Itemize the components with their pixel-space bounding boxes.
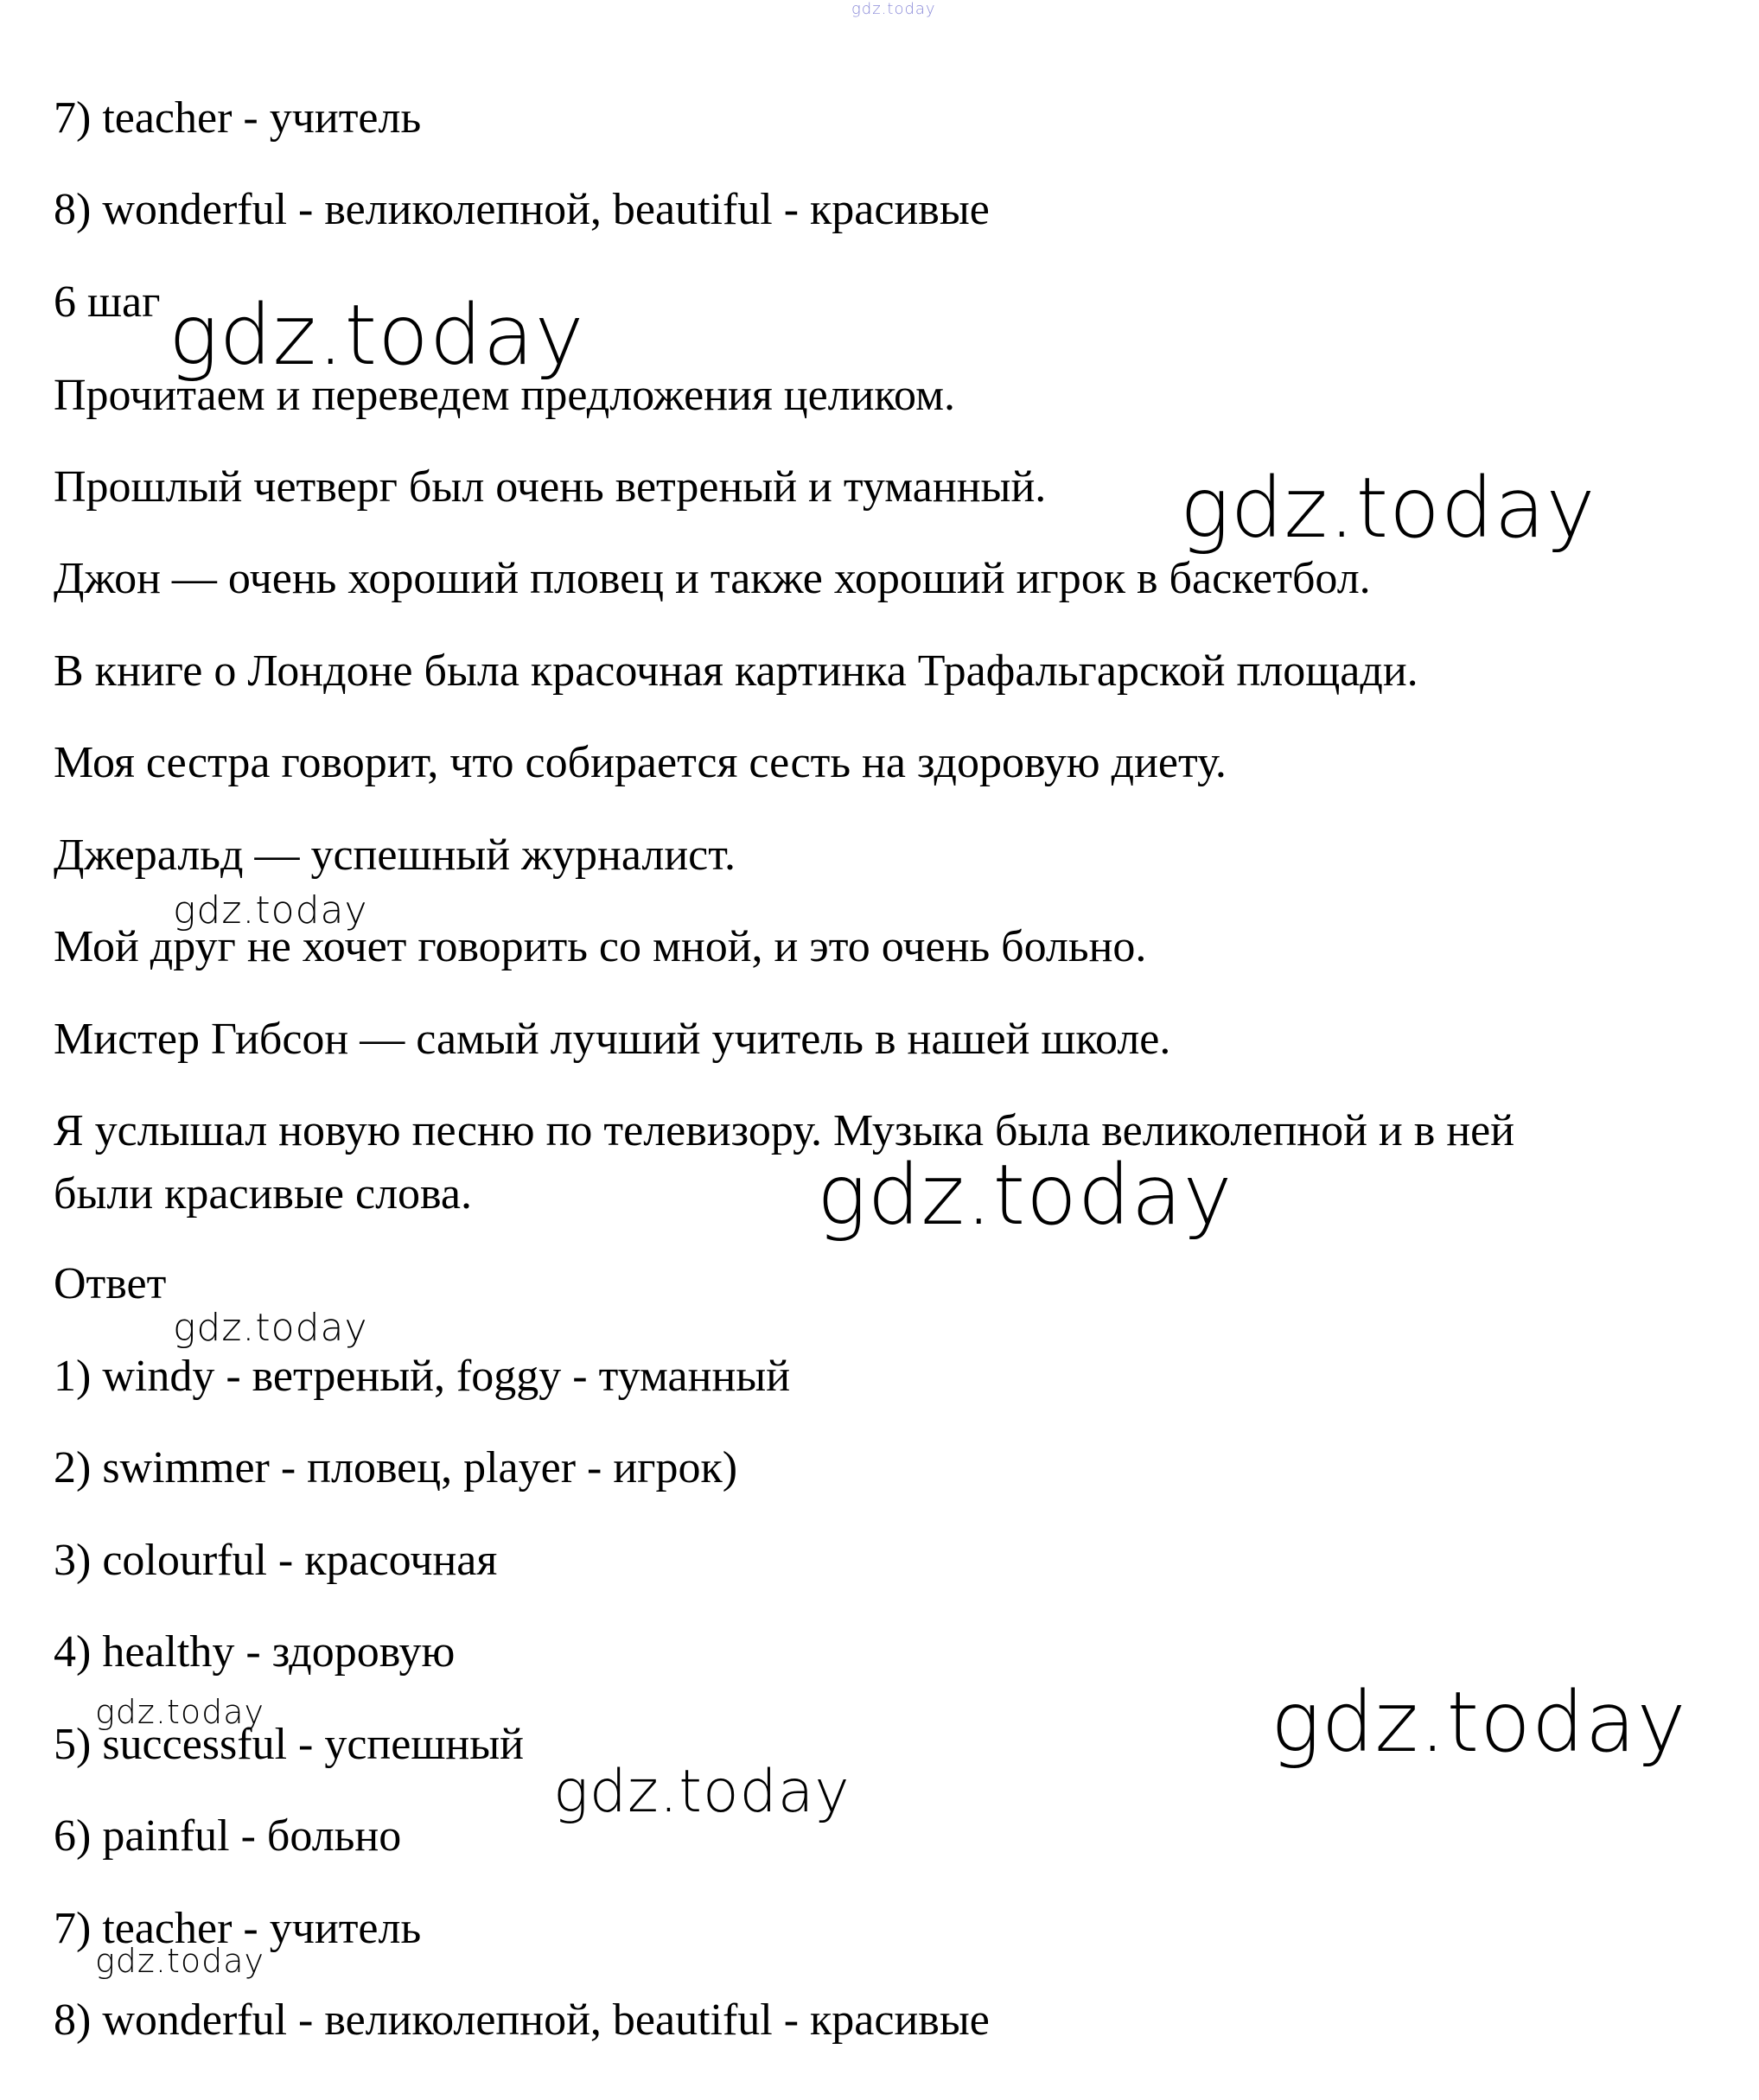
text-line: Джеральд — успешный журналист. — [54, 830, 736, 880]
answer-item: 7) teacher - учитель — [54, 1904, 422, 1953]
text-line: Мистер Гибсон — самый лучший учитель в нашей школе. — [54, 1015, 1171, 1064]
watermark: gdz.today — [95, 1693, 264, 1731]
text-line: 8) wonderful - великолепной, beautiful - красивые — [54, 185, 990, 234]
text-line: Прочитаем и переведем предложения целиком. — [54, 371, 955, 420]
header-watermark: gdz.today — [851, 0, 936, 18]
watermark: gdz.today — [169, 287, 585, 384]
text-line: Моя сестра говорит, что собирается сесть на здоровую диету. — [54, 738, 1227, 787]
text-line: Прошлый четверг был очень ветреный и туманный. — [54, 462, 1047, 512]
text-line: 7) teacher - учитель — [54, 93, 422, 143]
watermark: gdz.today — [1271, 1674, 1687, 1771]
answer-item: 3) colourful - красочная — [54, 1536, 498, 1585]
watermark: gdz.today — [1180, 460, 1596, 557]
answer-item: 6) painful - больно — [54, 1811, 402, 1861]
watermark: gdz.today — [95, 1942, 264, 1980]
watermark: gdz.today — [173, 888, 368, 932]
text-line: В книге о Лондоне была красочная картинка Трафальгарской площади. — [54, 646, 1418, 696]
answer-item: 1) windy - ветреный, foggy - туманный — [54, 1352, 791, 1401]
answer-item: 8) wonderful - великолепной, beautiful - красивые — [54, 1995, 990, 2045]
step-heading: 6 шаг — [54, 277, 161, 327]
answer-item: 2) swimmer - пловец, player - игрок) — [54, 1443, 738, 1492]
text-line: были красивые слова. — [54, 1169, 472, 1219]
text-line: Джон — очень хороший пловец и также хороший игрок в баскетбол. — [54, 554, 1371, 603]
text-line: Мой друг не хочет говорить со мной, и это очень больно. — [54, 922, 1147, 971]
answer-item: 4) healthy - здоровую — [54, 1627, 456, 1677]
answer-heading: Ответ — [54, 1259, 167, 1308]
watermark: gdz.today — [817, 1147, 1233, 1244]
text-line: Я услышал новую песню по телевизору. Музыка была великолепной и в ней — [54, 1106, 1515, 1155]
watermark: gdz.today — [553, 1758, 851, 1826]
answer-item: 5) successful - успешный — [54, 1720, 524, 1769]
watermark: gdz.today — [173, 1306, 368, 1350]
